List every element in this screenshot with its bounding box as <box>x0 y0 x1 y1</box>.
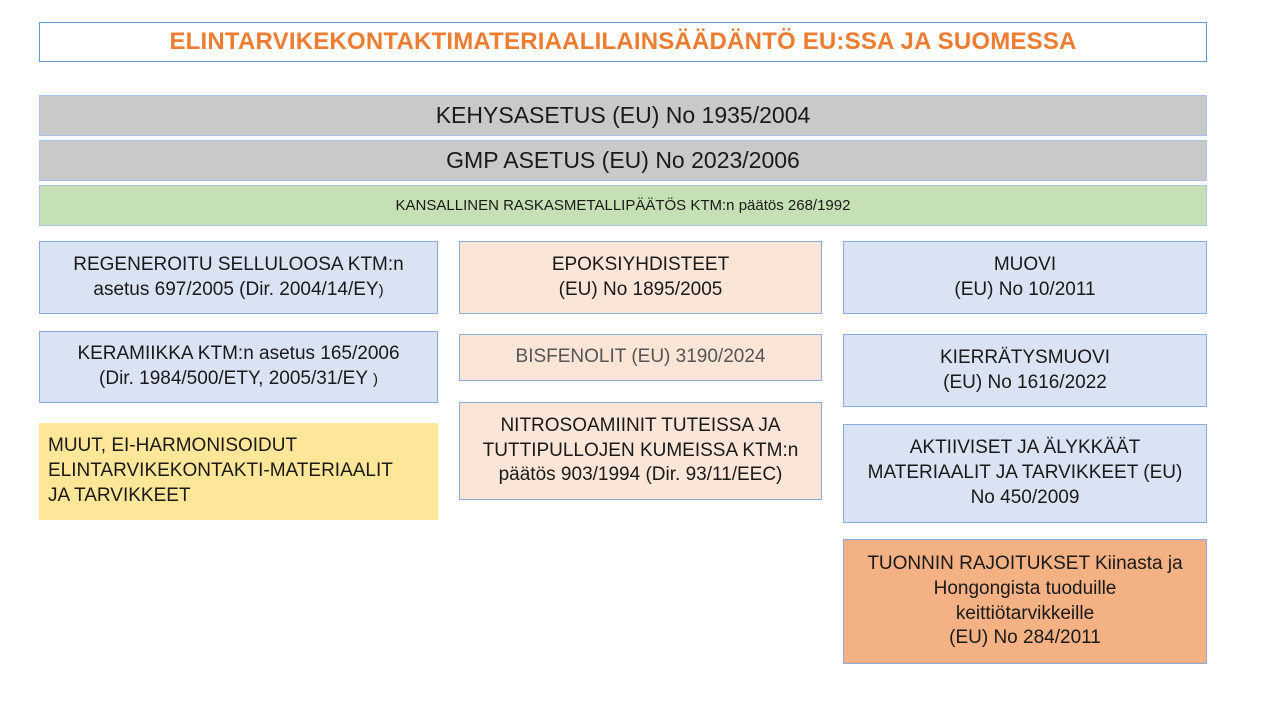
import-restrictions-line2: Hongongista tuoduille <box>933 577 1117 599</box>
bisphenols-box <box>459 334 822 381</box>
page-title-text: ELINTARVIKEKONTAKTIMATERIAALILAINSÄÄDÄNTÖ EU:SSA JA SUOMESSA <box>169 28 1077 56</box>
frame-regulation-text: KEHYSASETUS (EU) No 1935/2004 <box>435 101 811 128</box>
active-intelligent-line1: AKTIIVISET JA ÄLYKKÄÄT <box>909 437 1141 459</box>
national-heavy-metal-box <box>39 185 1207 226</box>
import-restrictions-line1: TUONNIN RAJOITUKSET Kiinasta ja <box>867 553 1183 575</box>
gmp-regulation-box <box>39 140 1207 181</box>
recycled-plastics-line2: (EU) No 1616/2022 <box>943 371 1107 393</box>
regenerated-cellulose-line2 <box>93 278 383 303</box>
page-title <box>39 22 1207 62</box>
other-non-harmonised-line2: ELINTARVIKEKONTAKTI-MATERIAALIT <box>48 460 393 482</box>
active-intelligent-line3: No 450/2009 <box>970 486 1080 508</box>
plastics-line1: MUOVI <box>993 253 1057 275</box>
active-intelligent-line2: MATERIAALIT JA TARVIKKEET (EU) <box>867 462 1183 484</box>
import-restrictions-line4: (EU) No 284/2011 <box>949 627 1101 649</box>
import-restrictions-line3: keittiötarvikkeille <box>955 602 1095 624</box>
recycled-plastics-line1: KIERRÄTYSMUOVI <box>940 346 1110 368</box>
other-non-harmonised-line1: MUUT, EI-HARMONISOIDUT <box>48 435 298 457</box>
ceramics-line1: KERAMIIKKA KTM:n asetus 165/2006 <box>77 343 400 365</box>
epoxy-line1: EPOKSIYHDISTEET <box>551 253 730 275</box>
regenerated-cellulose-box <box>39 241 438 314</box>
other-non-harmonised-box <box>39 423 438 520</box>
nitrosamines-line3: päätös 903/1994 (Dir. 93/11/EEC) <box>498 464 783 486</box>
recycled-plastics-box <box>843 334 1207 407</box>
nitrosamines-line1: NITROSOAMIINIT TUTEISSA JA <box>500 414 781 436</box>
regenerated-cellulose-line2-suffix: ) <box>378 281 384 299</box>
national-heavy-metal-text: KANSALLINEN RASKASMETALLIPÄÄTÖS KTM:n päätös 268/1992 <box>395 196 851 214</box>
regenerated-cellulose-line1: REGENEROITU SELLULOOSA KTM:n <box>73 253 404 275</box>
import-restrictions-box <box>843 539 1207 664</box>
active-intelligent-box <box>843 424 1207 523</box>
plastics-line2: (EU) No 10/2011 <box>954 278 1096 300</box>
ceramics-line2-suffix: ) <box>372 371 378 388</box>
plastics-box <box>843 241 1207 314</box>
epoxy-line2: (EU) No 1895/2005 <box>558 278 723 300</box>
ceramics-box <box>39 331 438 403</box>
nitrosamines-line2: TUTTIPULLOJEN KUMEISSA KTM:n <box>482 439 799 461</box>
nitrosamines-box <box>459 402 822 500</box>
epoxy-box <box>459 241 822 314</box>
gmp-regulation-text: GMP ASETUS (EU) No 2023/2006 <box>446 146 800 173</box>
ceramics-line2 <box>99 367 378 392</box>
frame-regulation-box <box>39 95 1207 136</box>
bisphenols-text: BISFENOLIT (EU) 3190/2024 <box>515 346 766 368</box>
other-non-harmonised-line3: JA TARVIKKEET <box>48 484 191 506</box>
ceramics-line2-text: (Dir. 1984/500/ETY, 2005/31/EY <box>99 368 368 389</box>
regenerated-cellulose-line2-text: asetus 697/2005 (Dir. 2004/14/EY <box>93 278 379 300</box>
